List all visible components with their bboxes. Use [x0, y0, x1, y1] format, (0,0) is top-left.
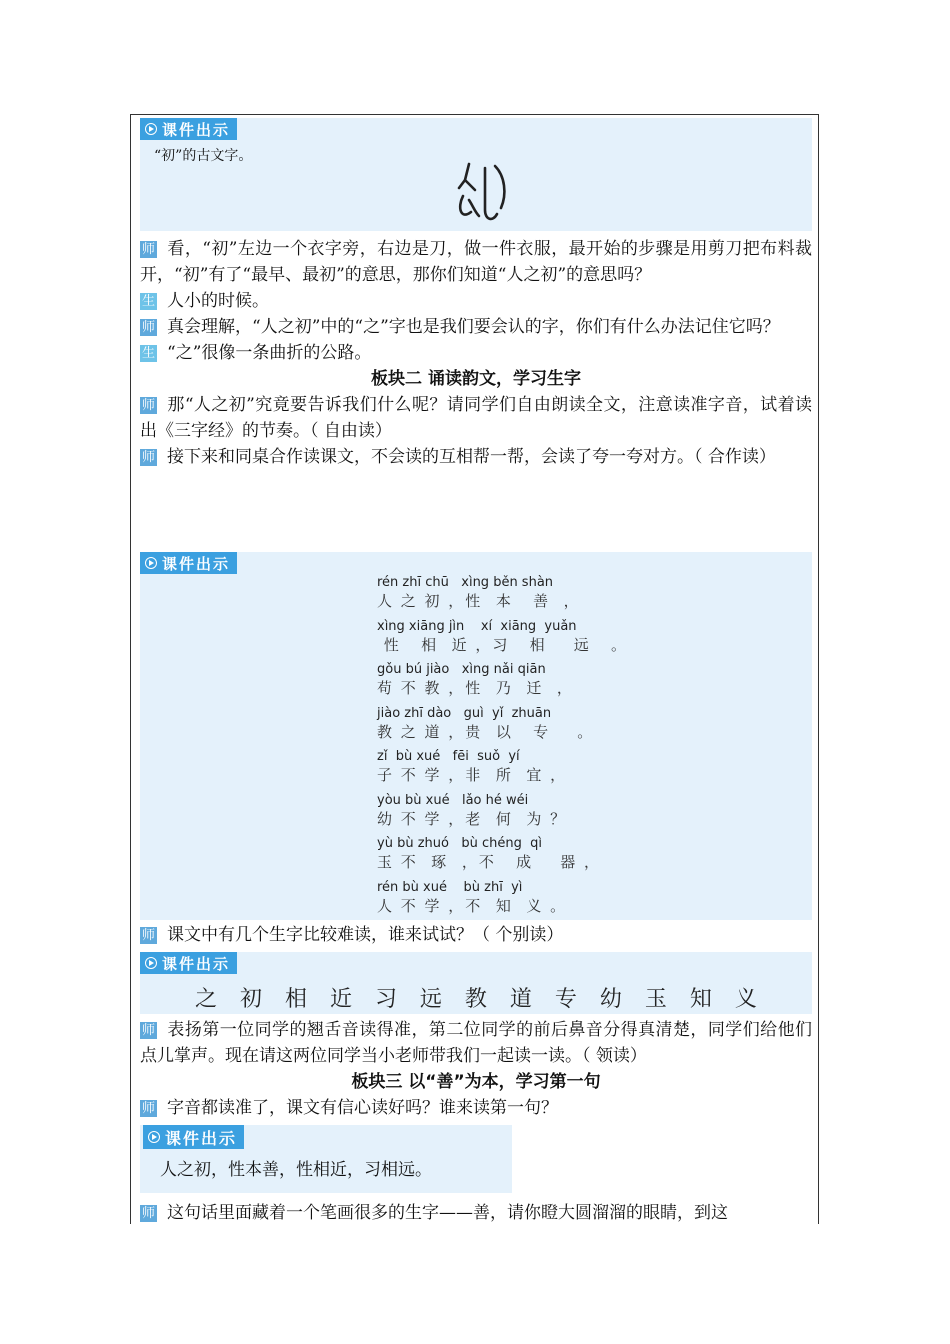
- new-char: 专: [554, 987, 577, 1012]
- poem-line: [377, 879, 628, 923]
- play-icon: [148, 1131, 160, 1143]
- teacher-para-6: [140, 1017, 812, 1069]
- new-char: 幼: [599, 987, 622, 1012]
- teacher-para-8: [140, 1200, 812, 1224]
- para-text: 那“人之初”究竟要告诉我们什么呢？请同学们自由朗读全文，注意读准字音，试着读出《三字经》的节奏。（ 自由读）: [140, 395, 812, 441]
- poem-pinyin: rén bù xué bù zhī yì: [377, 879, 523, 895]
- poem-hanzi: 幼 不 学 ，老 何 为 ？: [377, 809, 568, 828]
- play-icon: [145, 123, 157, 135]
- courseware-tag: [140, 552, 237, 574]
- courseware-tag: [140, 952, 237, 974]
- teacher-badge: 师: [141, 398, 155, 413]
- teacher-para-7: [140, 1095, 812, 1121]
- student-badge: 生: [141, 346, 155, 361]
- poem-pinyin: rén zhī chū xìng běn shàn: [377, 575, 554, 590]
- ancient-char-caption: “初”的古文字。: [154, 148, 253, 164]
- new-char: 初: [239, 987, 262, 1012]
- para-text: 人小的时候。: [167, 291, 269, 311]
- section-heading-2: 板块二 诵读韵文，学习生字: [371, 369, 581, 389]
- poem-line: [377, 748, 628, 792]
- para-text: 这句话里面藏着一个笔画很多的生字——善，请你瞪大圆溜溜的眼睛，到这: [167, 1203, 728, 1223]
- new-char: 教: [464, 987, 487, 1012]
- new-char: 相: [284, 987, 307, 1012]
- poem-line: [377, 618, 628, 662]
- para-text: 看，“初”左边一个衣字旁，右边是刀，做一件衣服，最开始的步骤是用剪刀把布料裁开，“初”有了“最早、最初”的意思，那你们知道“人之初”的意思吗？: [140, 239, 812, 285]
- new-char: 道: [509, 987, 532, 1012]
- teacher-badge: 师: [141, 1023, 155, 1038]
- new-char: 习: [374, 987, 397, 1012]
- play-icon: [145, 557, 157, 569]
- para-text: 表扬第一位同学的翘舌音读得准，第二位同学的前后鼻音分得真清楚，同学们给他们点儿掌声。现在请这两位同学当小老师带我们一起读一读。（ 领读）: [140, 1020, 812, 1066]
- teacher-badge: 师: [141, 320, 155, 335]
- student-para-1: [140, 288, 812, 314]
- courseware-panel-poem: [140, 552, 812, 920]
- poem-line: [377, 705, 628, 749]
- poem-pinyin: yù bù zhuó bù chéng qì: [377, 836, 542, 851]
- new-char: 远: [419, 987, 442, 1012]
- lesson-table-cell: [130, 114, 819, 1224]
- courseware-tag-label: 课件出示: [162, 120, 231, 139]
- courseware-panel-sentence: [140, 1125, 512, 1193]
- teacher-para-4: [140, 444, 812, 470]
- courseware-tag-label: 课件出示: [162, 554, 231, 573]
- courseware-panel-new-chars: [140, 952, 812, 1014]
- poem-line: [377, 574, 628, 618]
- poem-hanzi: 玉 不 琢 ，不 成 器 ，: [377, 853, 601, 871]
- new-char: 玉: [644, 987, 667, 1012]
- poem-line: [377, 661, 628, 705]
- courseware-tag: [143, 1125, 244, 1149]
- poem-hanzi: 教 之 道 ，贵 以 专 。: [377, 722, 595, 741]
- poem-hanzi: 子 不 学 ，非 所 宜 ，: [377, 766, 568, 784]
- para-text: 真会理解，“人之初”中的“之”字也是我们要会认的字，你们有什么办法记住它吗？: [167, 317, 780, 337]
- poem-pinyin: xìng xiāng jìn xí xiāng yuǎn: [377, 618, 577, 634]
- para-text: 接下来和同桌合作读课文，不会读的互相帮一帮，会读了夸一夸对方。（ 合作读）: [167, 447, 776, 467]
- teacher-para-5: [140, 922, 812, 948]
- poem-line: [377, 792, 628, 836]
- teacher-badge: 师: [141, 242, 155, 257]
- teacher-badge: 师: [141, 1206, 155, 1221]
- new-char: 之: [195, 987, 218, 1012]
- new-char: 知: [689, 987, 712, 1012]
- new-char: 义: [734, 987, 757, 1012]
- poem-hanzi: 性 相 近 ，习 相 远 。: [377, 635, 629, 654]
- student-badge: 生: [141, 294, 155, 309]
- poem-hanzi: 人 之 初 ，性 本 善 ，: [377, 592, 581, 610]
- courseware-tag-label: 课件出示: [165, 1128, 238, 1148]
- teacher-para-1: [140, 236, 812, 288]
- poem-hanzi: 苟 不 教 ，性 乃 迁 ，: [377, 679, 574, 697]
- teacher-badge: 师: [141, 928, 155, 943]
- para-text: “之”很像一条曲折的公路。: [167, 343, 372, 363]
- poem-line: [377, 835, 628, 879]
- poem-pinyin: gǒu bú jiào xìng nǎi qiān: [377, 662, 546, 677]
- poem-pinyin: yòu bù xué lǎo hé wéi: [377, 792, 529, 808]
- para-text: 字音都读准了，课文有信心读好吗？谁来读第一句？: [167, 1098, 558, 1118]
- teacher-para-3: [140, 392, 812, 444]
- poem-pinyin: zǐ bù xué fēi suǒ yí: [377, 749, 520, 764]
- courseware-tag: [140, 118, 237, 140]
- student-para-2: [140, 340, 812, 366]
- teacher-para-2: [140, 314, 812, 340]
- courseware-panel-ancient-char: [140, 118, 812, 231]
- new-chars-row: [140, 974, 812, 1013]
- sentence-one: 人之初，性本善，性相近，习相远。: [160, 1160, 432, 1180]
- poem-block: [377, 574, 628, 922]
- ancient-chu-glyph-icon: [455, 160, 511, 224]
- teacher-badge: 师: [141, 450, 155, 465]
- section-heading-3: 板块三 以“善”为本，学习第一句: [351, 1072, 601, 1092]
- poem-pinyin: jiào zhī dào guì yǐ zhuān: [377, 705, 552, 721]
- new-char: 近: [329, 987, 352, 1012]
- poem-hanzi: 人 不 学 ，不 知 义 。: [377, 896, 568, 915]
- teacher-badge: 师: [141, 1101, 155, 1116]
- para-text: 课文中有几个生字比较难读，谁来试试？（ 个别读）: [167, 925, 564, 945]
- play-icon: [145, 957, 157, 969]
- courseware-tag-label: 课件出示: [162, 954, 231, 973]
